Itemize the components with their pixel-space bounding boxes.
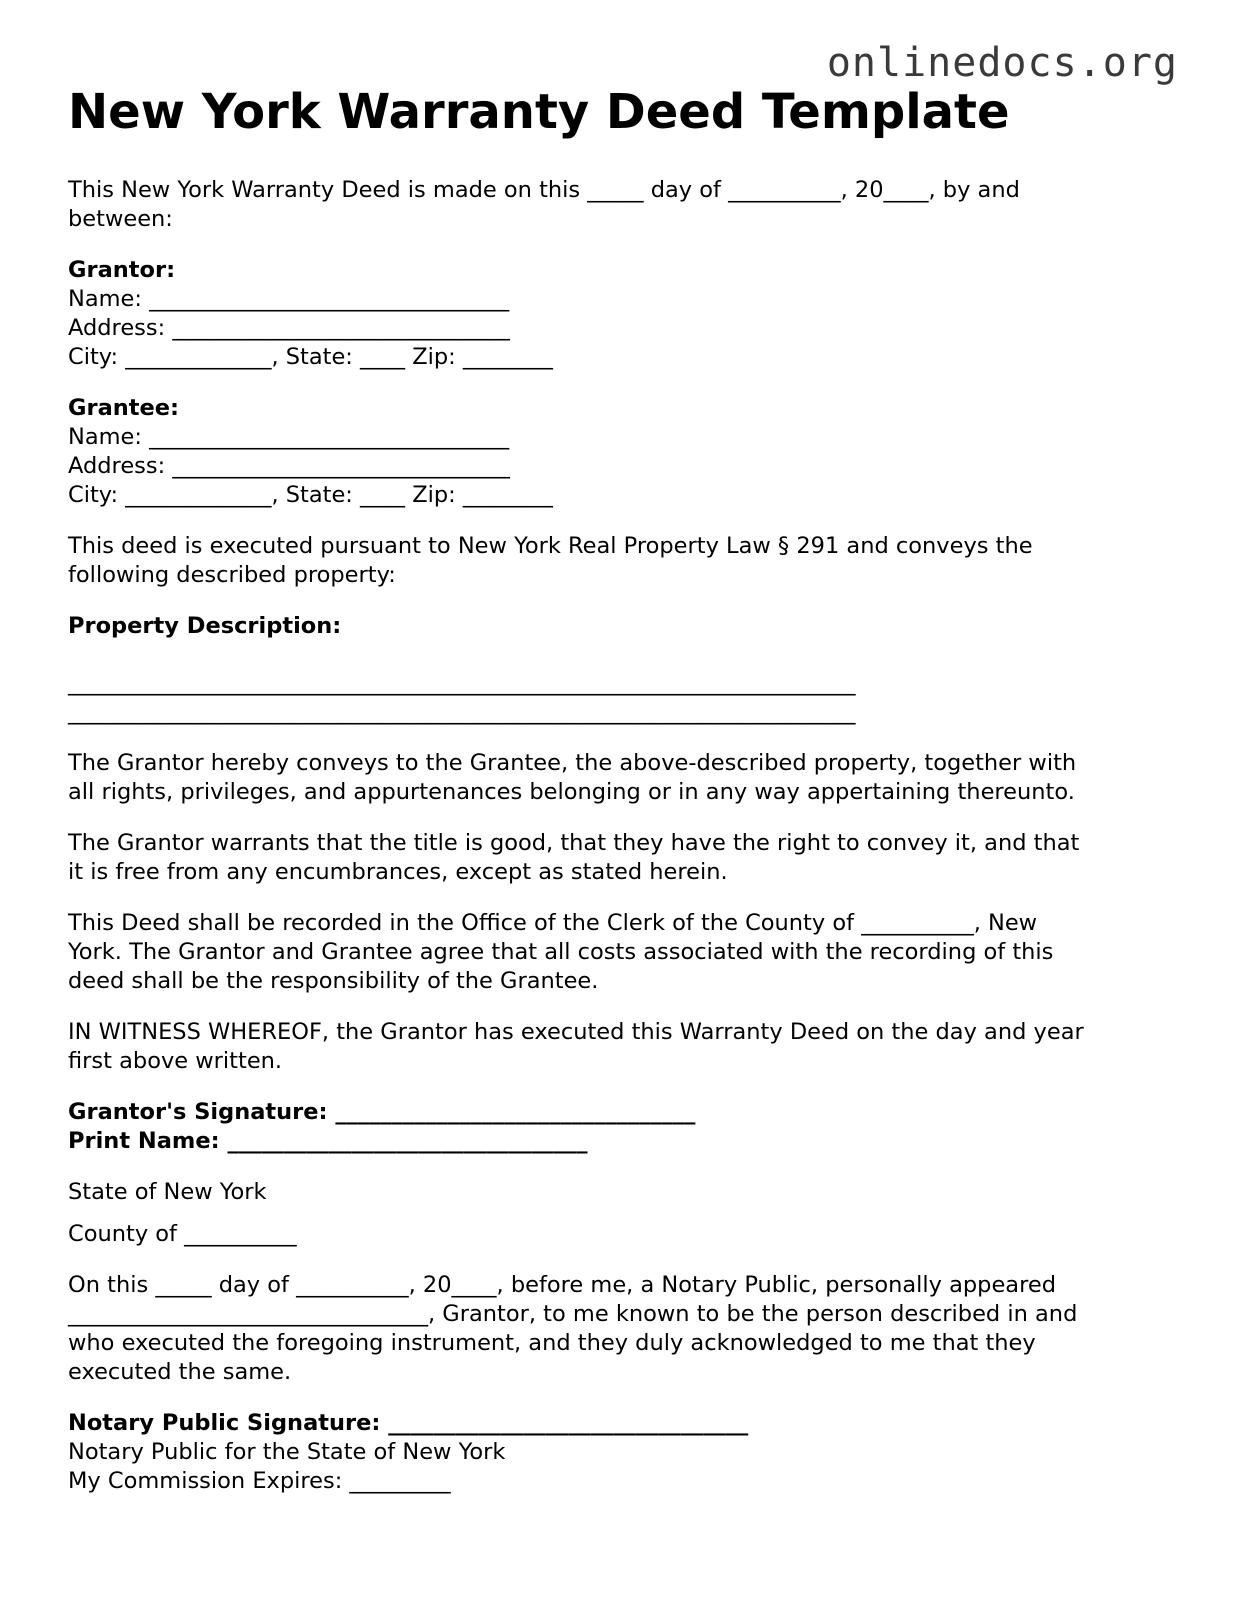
- grantor-heading-text: Grantor:: [68, 257, 176, 283]
- grantor-signature-line: [68, 1098, 1178, 1127]
- grantor-block: [68, 256, 1178, 372]
- print-name-line: [68, 1127, 1178, 1156]
- grantee-address-field: Address: ______________________________: [68, 453, 510, 479]
- warrants-paragraph: [68, 829, 1178, 887]
- acknowledgment-line-2: ________________________________, Grantor, to me known to be the person described in and: [68, 1301, 1078, 1327]
- notary-signature-line: [68, 1409, 1178, 1438]
- grantor-city-field: City: _____________, State: ____ Zip: ________: [68, 344, 553, 370]
- watermark: onlinedocs.org: [826, 40, 1178, 86]
- document-title: New York Warranty Deed Template: [68, 84, 1010, 140]
- acknowledgment-line-1: On this _____ day of __________, 20____, before me, a Notary Public, personally appeared: [68, 1272, 1056, 1298]
- recording-line-2: York. The Grantor and Grantee agree that all costs associated with the recording of this: [68, 939, 1054, 965]
- intro-paragraph: [68, 176, 1178, 234]
- grantor-signature-blank: ________________________________: [327, 1099, 696, 1125]
- notary-for-state: Notary Public for the State of New York: [68, 1439, 506, 1465]
- warrants-line-1: The Grantor warrants that the title is good, that they have the right to convey it, and that: [68, 830, 1080, 856]
- conveys-line-2: all rights, privileges, and appurtenances belonging or in any way appertaining thereunto.: [68, 779, 1075, 805]
- intro-line-1: This New York Warranty Deed is made on this _____ day of __________, 20____, by and: [68, 177, 1020, 203]
- recording-paragraph: [68, 909, 1178, 996]
- pursuant-line-1: This deed is executed pursuant to New York Real Property Law § 291 and conveys the: [68, 533, 1033, 559]
- print-name-label: Print Name:: [68, 1128, 220, 1154]
- grantee-block: [68, 394, 1178, 510]
- property-description-block: [68, 612, 1178, 727]
- property-heading: [68, 612, 1178, 641]
- intro-line-2: between:: [68, 206, 173, 232]
- grantor-heading: [68, 256, 1178, 285]
- witness-paragraph: [68, 1018, 1178, 1076]
- grantee-heading: [68, 394, 1178, 423]
- grantor-address-field: Address: ______________________________: [68, 315, 510, 341]
- document: [68, 82, 1178, 1518]
- grantor-name-field: Name: ________________________________: [68, 286, 510, 312]
- acknowledgment-line-4: executed the same.: [68, 1359, 292, 1385]
- notary-signature-label: Notary Public Signature:: [68, 1410, 381, 1436]
- recording-line-1: This Deed shall be recorded in the Office of the Clerk of the County of __________, New: [68, 910, 1038, 936]
- recording-line-3: deed shall be the responsibility of the Grantee.: [68, 968, 599, 994]
- warrants-line-2: it is free from any encumbrances, except as stated herein.: [68, 859, 728, 885]
- notary-commission-expires: My Commission Expires: _________: [68, 1468, 451, 1494]
- venue-county: County of __________: [68, 1221, 297, 1247]
- grantee-heading-text: Grantee:: [68, 395, 180, 421]
- conveys-line-1: The Grantor hereby conveys to the Grantee, the above-described property, together with: [68, 750, 1077, 776]
- grantee-city-field: City: _____________, State: ____ Zip: ________: [68, 482, 553, 508]
- grantor-signature-label: Grantor's Signature:: [68, 1099, 328, 1125]
- property-spacer: [68, 641, 1178, 669]
- witness-line-1: IN WITNESS WHEREOF, the Grantor has executed this Warranty Deed on the day and year: [68, 1019, 1084, 1045]
- property-blank-line-2: ______________________________________________________________________: [68, 699, 856, 725]
- property-heading-text: Property Description:: [68, 613, 342, 639]
- conveys-paragraph: [68, 749, 1178, 807]
- notary-signature-blank: ________________________________: [380, 1410, 749, 1436]
- venue-state: State of New York: [68, 1179, 267, 1205]
- acknowledgment-paragraph: [68, 1271, 1178, 1387]
- acknowledgment-line-3: who executed the foregoing instrument, and they duly acknowledged to me that they: [68, 1330, 1036, 1356]
- pursuant-paragraph: [68, 532, 1178, 590]
- grantee-name-field: Name: ________________________________: [68, 424, 510, 450]
- witness-line-2: first above written.: [68, 1048, 283, 1074]
- property-blank-line-1: ______________________________________________________________________: [68, 670, 856, 696]
- grantor-signature-block: [68, 1098, 1178, 1156]
- print-name-blank: ________________________________: [219, 1128, 588, 1154]
- pursuant-line-2: following described property:: [68, 562, 396, 588]
- notary-block: [68, 1409, 1178, 1496]
- venue-block: [68, 1178, 1178, 1249]
